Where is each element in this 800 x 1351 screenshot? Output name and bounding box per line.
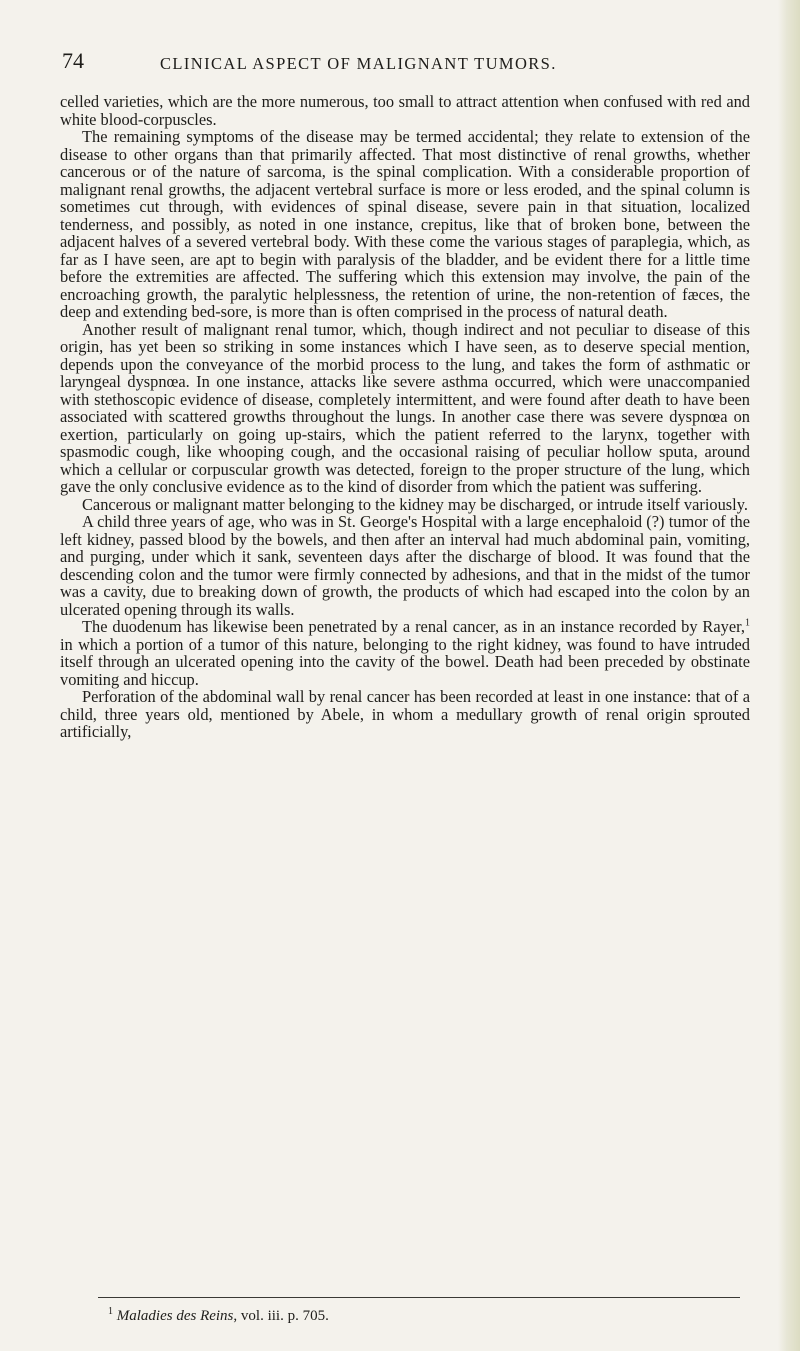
running-head: CLINICAL ASPECT OF MALIGNANT TUMORS. — [160, 54, 557, 73]
paragraph-2: The remaining symptoms of the disease may be termed accidental; they relate to extension of the disease to other organs than that primarily affected. That most distinctive of renal growths, whether cancerous or of the nature of sarcoma, is the spinal complication. With a considerable proportion of malignant renal growths, the adjacent vertebral surface is more or less eroded, and the spinal column is sometimes cut through, with evidences of spinal disease, severe pain in that situation, localized tenderness, and possibly, as noted in one instance, crepitus, like that of broken bone, between the adjacent halves of a severed vertebral body. With these come the various stages of paraplegia, which, as far as I have seen, are apt to begin with paralysis of the bladder, and be evident there for a little time before the extremities are affected. The suffering which this extension may involve, the pain of the encroaching growth, the paralytic helplessness, the retention of urine, the non-retention of fæces, the deep and extending bed-sore, is more than is often comprised in the process of natural death. — [60, 127, 750, 321]
page-edge-shadow — [778, 0, 800, 1351]
paragraph-3: Another result of malignant renal tumor, which, though indirect and not peculiar to disease of this origin, has yet been so striking in some instances which I have seen, as to deserve special mention, depends upon the conveyance of the morbid process to the lung, and takes the form of asthmatic or laryngeal dyspnœa. In one instance, attacks like severe asthma occurred, which were unaccompanied with stethoscopic evidence of disease, completely intermittent, and were found after death to have been associated with scattered growths throughout the lungs. In another case there was severe dyspnœa on exertion, particularly on going up-stairs, which the patient referred to the larynx, together with spasmodic cough, like whooping cough, and the occasional raising of peculiar hollow sputa, around which a cellular or corpuscular growth was detected, foreign to the proper structure of the lung, which gave the only conclusive evidence as to the kind of disorder from which the patient was suffering. — [60, 319, 750, 496]
paragraph-6-text-b: in which a portion of a tumor of this nature, belonging to the right kidney, was found to have intruded itself through an ulcerated opening into the cavity of the bowel. Death had been preceded by obstinate vomiting and hiccup. — [60, 634, 750, 689]
paragraph-5: A child three years of age, who was in St. George's Hospital with a large encephaloid (?) tumor of the left kidney, passed blood by the bowels, and then after an interval had much abdominal pain, vomiting, and purging, under which it sank, seventeen days after the discharge of blood. It was found that the descending colon and the tumor were firmly connected by adhesions, and that in the midst of the tumor was a cavity, due to breaking down of growth, the products of which had escaped into the colon by an ulcerated opening through its walls. — [60, 512, 750, 619]
paragraph-6-text-a: The duodenum has likewise been penetrated by a renal cancer, as in an instance recorded by Rayer, — [82, 617, 745, 636]
footnote — [108, 1308, 329, 1325]
page-number: 74 — [62, 48, 84, 73]
footnote-title: Maladies des Reins — [116, 1308, 234, 1324]
footnote-reference: 1 — [745, 617, 750, 629]
paragraph-7: Perforation of the abdominal wall by renal cancer has been recorded at least in one instance: that of a child, three years old, mentioned by Abele, in whom a medullary growth of renal origin sprouted artificially, — [60, 687, 750, 741]
paragraph-6 — [60, 618, 750, 688]
paragraph-1: celled varieties, which are the more numerous, too small to attract attention when confused with red and white blood-corpuscles. — [60, 92, 750, 129]
footnote-rule — [98, 1297, 740, 1298]
footnote-citation: , vol. iii. p. 705. — [233, 1308, 329, 1324]
page-header — [62, 48, 742, 78]
footnote-marker: 1 — [108, 1306, 113, 1317]
paragraph-4: Cancerous or malignant matter belonging to the kidney may be discharged, or intrude itself variously. — [82, 494, 748, 514]
body-text — [60, 93, 750, 741]
